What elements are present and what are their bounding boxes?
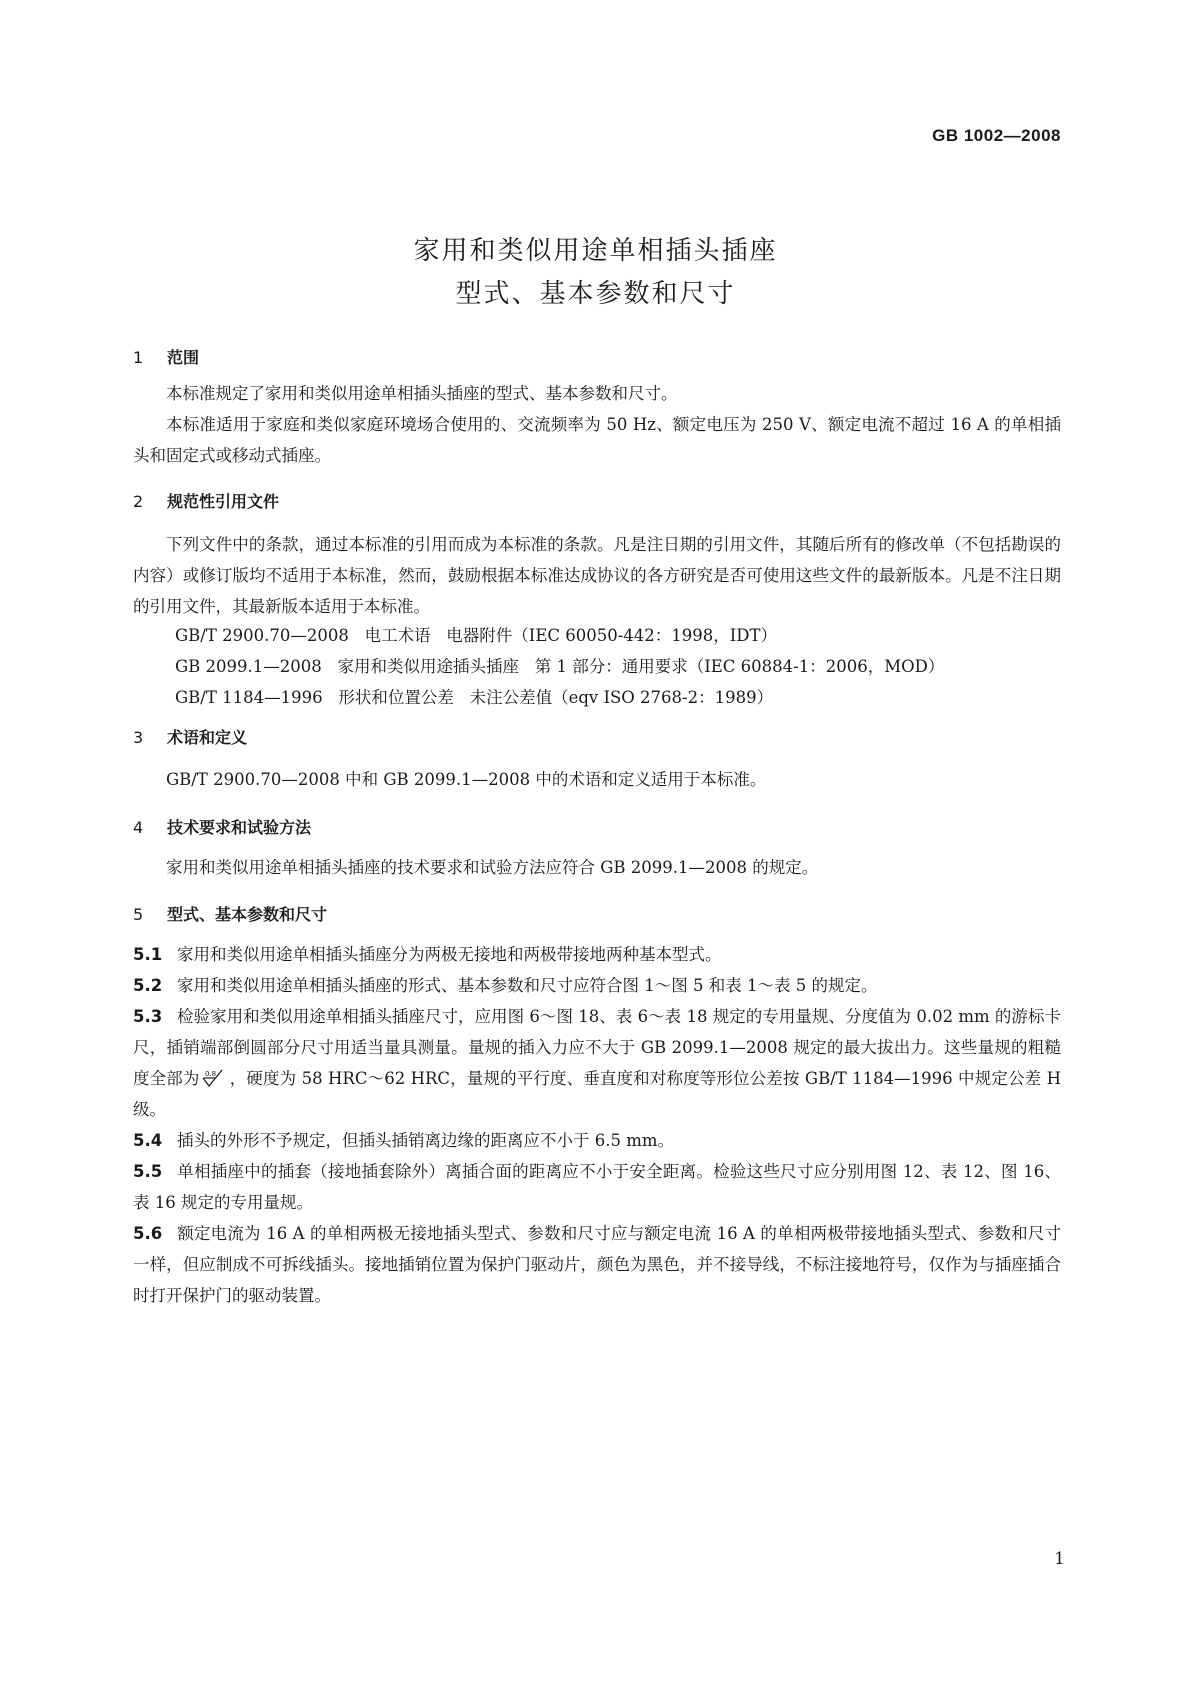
surface-roughness-symbol xyxy=(200,1069,230,1087)
standard-code: GB 1002—2008 xyxy=(932,126,1061,145)
clause-5-1 xyxy=(133,939,1061,970)
roughness-value: 0.8 xyxy=(204,1070,216,1078)
normative-reference: GB/T 1184—1996 形状和位置公差 未注公差值（eqv ISO 2768-2：1989） xyxy=(175,688,774,707)
section-title: 型式、基本参数和尺寸 xyxy=(167,905,328,924)
clause-text: 单相插座中的插套（接地插套除外）离插合面的距离应不小于安全距离。检验这些尺寸应分别用图 12、表 12、图 16、表 16 规定的专用量规。 xyxy=(133,1162,1061,1212)
section-title: 术语和定义 xyxy=(167,728,248,747)
section-4-paragraph-1: 家用和类似用途单相插头插座的技术要求和试验方法应符合 GB 2099.1—2008 的规定。 xyxy=(166,858,819,877)
clause-number: 5.4 xyxy=(133,1131,163,1150)
clause-5-4 xyxy=(133,1125,1061,1156)
clause-text: 家用和类似用途单相插头插座的形式、基本参数和尺寸应符合图 1～图 5 和表 1～表 5 的规定。 xyxy=(177,976,878,995)
document-title-line2: 型式、基本参数和尺寸 xyxy=(455,279,736,309)
section-4-heading xyxy=(133,815,311,838)
clause-5-2 xyxy=(133,970,1061,1001)
section-1-heading xyxy=(133,345,199,368)
clause-number: 5.5 xyxy=(133,1162,163,1181)
clause-number: 5.6 xyxy=(133,1224,163,1243)
page-number: 1 xyxy=(1054,1549,1065,1569)
section-5-heading xyxy=(133,902,327,925)
section-3-paragraph-1: GB/T 2900.70—2008 中和 GB 2099.1—2008 中的术语和定义适用于本标准。 xyxy=(166,770,767,789)
section-title: 范围 xyxy=(167,348,200,367)
normative-reference: GB 2099.1—2008 家用和类似用途插头插座 第 1 部分：通用要求（IEC 60884-1：2006，MOD） xyxy=(175,657,945,676)
section-1-paragraph-1: 本标准规定了家用和类似用途单相插头插座的型式、基本参数和尺寸。 xyxy=(166,384,678,403)
document-title-line1: 家用和类似用途单相插头插座 xyxy=(413,236,778,266)
section-3-heading xyxy=(133,725,247,748)
section-number: 1 xyxy=(133,348,144,367)
clause-text: 插头的外形不予规定，但插头插销离边缘的距离应不小于 6.5 mm。 xyxy=(177,1131,675,1150)
section-2-paragraph-1: 下列文件中的条款，通过本标准的引用而成为本标准的条款。凡是注日期的引用文件，其随后所有的修改单（不包括勘误的内容）或修订版均不适用于本标准，然而，鼓励根据本标准达成协议的各方研究是否可使用这些文件的最新版本。凡是不注日期的引用文件，其最新版本适用于本标准。 xyxy=(133,535,1061,616)
section-number: 3 xyxy=(133,728,144,747)
clause-text: 额定电流为 16 A 的单相两极无接地插头型式、参数和尺寸应与额定电流 16 A 的单相两极带接地插头型式、参数和尺寸一样，但应制成不可拆线插头。接地插销位置为保护门驱动片，颜色为黑色，并不接导线，不标注接地符号，仅作为与插座插合时打开保护门的驱动装置。 xyxy=(133,1224,1061,1305)
clause-5-3 xyxy=(133,1001,1061,1125)
clause-5-5 xyxy=(133,1156,1061,1218)
section-2-heading xyxy=(133,489,279,512)
clause-text: 家用和类似用途单相插头插座分为两极无接地和两极带接地两种基本型式。 xyxy=(177,945,722,964)
section-title: 技术要求和试验方法 xyxy=(167,818,312,837)
normative-reference: GB/T 2900.70—2008 电工术语 电器附件（IEC 60050-442：1998，IDT） xyxy=(175,626,778,645)
section-number: 5 xyxy=(133,905,144,924)
section-title: 规范性引用文件 xyxy=(167,492,280,511)
section-number: 4 xyxy=(133,818,144,837)
clause-text-part-b: ，硬度为 58 HRC～62 HRC，量规的平行度、垂直度和对称度等形位公差按 GB/T 1184—1996 中规定公差 H 级。 xyxy=(133,1069,1062,1119)
clause-number: 5.2 xyxy=(133,976,163,995)
section-1-paragraph-2: 本标准适用于家庭和类似家庭环境场合使用的、交流频率为 50 Hz、额定电压为 250 V、额定电流不超过 16 A 的单相插头和固定式或移动式插座。 xyxy=(133,415,1061,465)
clause-number: 5.3 xyxy=(133,1007,163,1026)
clause-number: 5.1 xyxy=(133,945,163,964)
clause-5-6 xyxy=(133,1218,1061,1311)
section-number: 2 xyxy=(133,492,144,511)
clause-text-part-a: 检验家用和类似用途单相插头插座尺寸，应用图 6～图 18、表 6～表 18 规定的专用量规、分度值为 0.02 mm 的游标卡尺，插销端部倒圆部分尺寸用适当量具测量。量规的插入力应不大于 GB 2099.1—2008 规定的最大拔出力。这些量规的粗糙度全部为 xyxy=(133,1007,1062,1088)
